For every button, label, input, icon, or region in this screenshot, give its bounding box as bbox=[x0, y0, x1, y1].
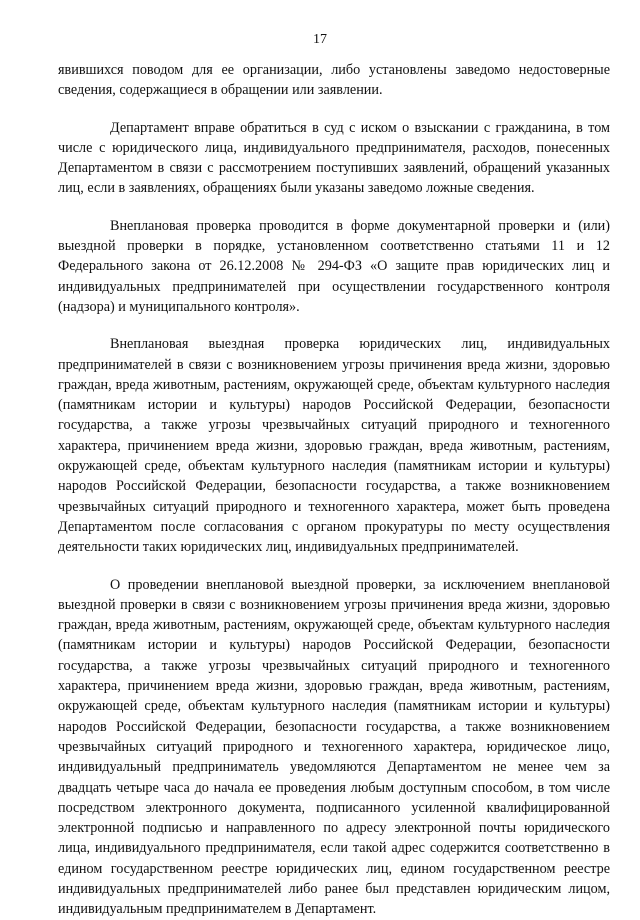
page-number: 17 bbox=[313, 32, 327, 47]
paragraph-inspection-form: Внеплановая проверка проводится в форме документарной проверки и (или) выездной проверки в порядке, установленном соответственно статьями 11 и 12 Федерального закона от 26.12.2008 № 294-ФЗ «О защите прав юридических лиц и индивидуальных предпринимателей при осуществлении государственного контроля (надзора) и муниципального контроля». bbox=[58, 217, 610, 315]
paragraph-notification: О проведении внеплановой выездной проверки, за исключением внеплановой выездной проверки в связи с возникновением угрозы причинения вреда жизни, здоровью граждан, вреда животным, растениям, окружающей среде, объектам культурного наследия (памятникам истории и культуры) народов Российской Федерации, безопасности государства, а также угрозы чрезвычайных ситуаций природного и техногенного характера, причинением вреда жизни, здоровью граждан, вреда животным, растениям, окружающей среде, объектам культурного наследия (памятникам истории и культуры) народов Российской Федерации, безопасности государства, а также возникновением чрезвычайных ситуаций природного и техногенного характера, юридическое лицо, индивидуальный предприниматель уведомляются Департаментом не менее чем за двадцать четыре часа до начала ее проведения любым доступным способом, в том числе посредством электронного документа, подписанного усиленной квалифицированной электронной подписью и направленного по адресу электронной почты юридического лица, индивидуального предпринимателя, если такой адрес содержится соответственно в едином государственном реестре юридических лиц, едином государственном реестре индивидуальных предпринимателей либо ранее был представлен юридическим лицом, индивидуальным предпринимателем в Департамент. bbox=[58, 576, 610, 918]
paragraph-unscheduled-field-inspection: Внеплановая выездная проверка юридических лиц, индивидуальных предпринимателей в связи с возникновением угрозы причинения вреда жизни, здоровью граждан, вреда животным, растениям, окружающей среде, объектам культурного наследия (памятникам истории и культуры) народов Российской Федерации, безопасности государства, а также угрозы чрезвычайных ситуаций природного и техногенного характера, причинением вреда жизни, здоровью граждан, вреда животным, растениям, окружающей среде, объектам культурного наследия (памятникам истории и культуры) народов Российской Федерации, безопасности государства, а также возникновением чрезвычайных ситуаций природного и техногенного характера, может быть проведена Департаментом после согласования с органом прокуратуры по месту осуществления деятельности таких юридических лиц, индивидуальных предпринимателей. bbox=[58, 336, 610, 556]
document-body bbox=[58, 60, 610, 920]
paragraph-court-claim: Департамент вправе обратиться в суд с иском о взыскании с гражданина, в том числе с юридического лица, индивидуального предпринимателя, расходов, понесенных Департаментом в связи с рассмотрением поступивших заявлений, обращений указанных лиц, если в заявлениях, обращениях были указаны заведомо ложные сведения. bbox=[58, 119, 610, 197]
paragraph-continuation: явившихся поводом для ее организации, либо установлены заведомо недостоверные сведения, содержащиеся в обращении или заявлении. bbox=[58, 62, 610, 99]
